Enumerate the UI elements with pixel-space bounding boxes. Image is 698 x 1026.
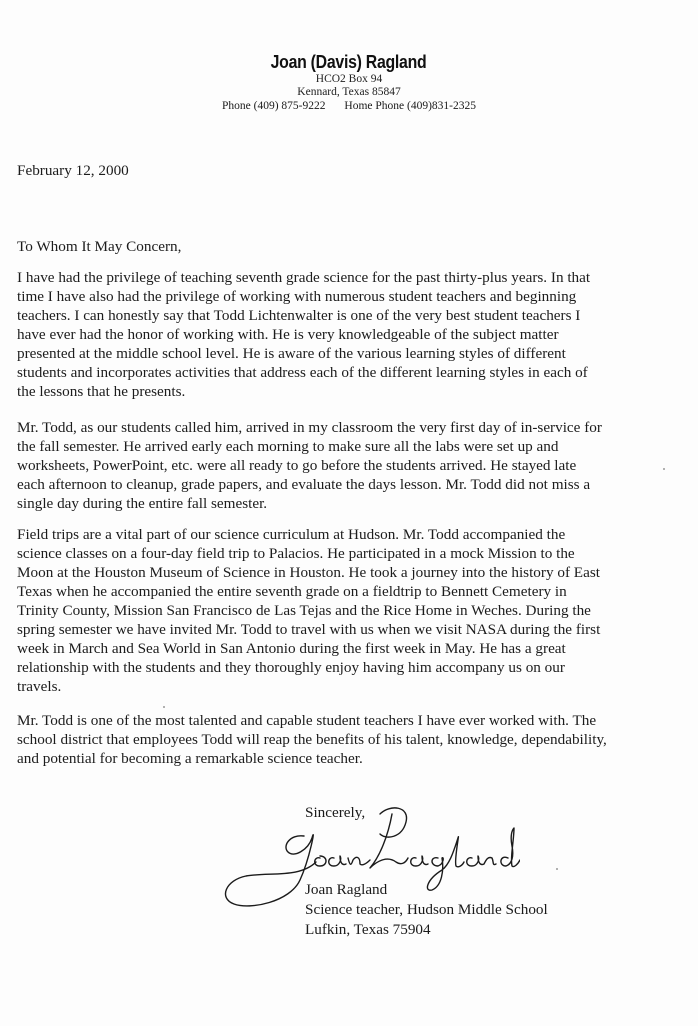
paragraph-line: single day during the entire fall semester. — [17, 495, 268, 512]
paragraph-line: the fall semester. He arrived early each morning to make sure all the labs were set up and — [17, 438, 559, 455]
paragraph-line: week in March and Sea World in San Antonio during the first week in May. He has a great — [17, 640, 566, 657]
signer-location: Lufkin, Texas 75904 — [305, 921, 431, 938]
paragraph-line: school district that employees Todd will reap the benefits of his talent, knowledge, dependability, — [17, 731, 607, 748]
paragraph-line: Field trips are a vital part of our science curriculum at Hudson. Mr. Todd accompanied the — [17, 526, 566, 543]
scan-speck — [663, 468, 665, 470]
letterhead-phone: Phone (409) 875-9222 — [222, 100, 326, 112]
paragraph-line: science classes on a four-day field trip to Palacios. He participated in a mock Mission to the — [17, 545, 575, 562]
signer-title: Science teacher, Hudson Middle School — [305, 901, 548, 918]
paragraph-line: Trinity County, Mission San Francisco de Las Tejas and the Rice Home in Weches. During the — [17, 602, 591, 619]
letterhead-phones — [0, 99, 698, 113]
letterhead — [0, 52, 698, 113]
signer-name: Joan Ragland — [305, 881, 388, 898]
paragraph-2 — [17, 418, 693, 513]
paragraph-line: teachers. I can honestly say that Todd Lichtenwalter is one of the very best student teachers I — [17, 307, 581, 324]
paragraph-line: spring semester we have invited Mr. Todd to travel with us when we visit NASA during the first — [17, 621, 601, 638]
paragraph-line: travels. — [17, 678, 62, 695]
paragraph-line: Moon at the Houston Museum of Science in Houston. He took a journey into the history of East — [17, 564, 600, 581]
letterhead-home-phone: Home Phone (409)831-2325 — [344, 100, 476, 112]
paragraph-4 — [17, 711, 693, 768]
paragraph-line: students and incorporates activities that address each of the different learning styles in each of — [17, 364, 588, 381]
paragraph-3 — [17, 525, 693, 696]
paragraph-line: each afternoon to cleanup, grade papers, and evaluate the days lesson. Mr. Todd did not miss a — [17, 476, 591, 493]
letterhead-address-line-2: Kennard, Texas 85847 — [297, 86, 401, 98]
paragraph-1 — [17, 268, 693, 401]
paragraph-line: Mr. Todd, as our students called him, arrived in my classroom the very first day of in-service for — [17, 419, 602, 436]
salutation: To Whom It May Concern, — [17, 238, 182, 255]
paragraph-line: and potential for becoming a remarkable science teacher. — [17, 750, 363, 767]
paragraph-line: have ever had the honor of working with. He is very knowledgeable of the subject matter — [17, 326, 559, 343]
paragraph-line: Mr. Todd is one of the most talented and capable student teachers I have ever worked with. The — [17, 712, 597, 729]
scan-speck — [163, 706, 165, 708]
scan-speck — [556, 868, 558, 870]
paragraph-line: worksheets, PowerPoint, etc. were all ready to go before the students arrived. He stayed late — [17, 457, 577, 474]
signature-block — [305, 880, 548, 940]
paragraph-line: presented at the middle school level. He is aware of the various learning styles of different — [17, 345, 566, 362]
closing-sincerely: Sincerely, — [305, 804, 366, 821]
letter-date: February 12, 2000 — [17, 162, 129, 179]
paragraph-line: Texas when he accompanied the entire seventh grade on a fieldtrip to Bennett Cemetery in — [17, 583, 567, 600]
paragraph-line: the lessons that he presents. — [17, 383, 186, 400]
letterhead-address-line-1: HCO2 Box 94 — [315, 73, 383, 85]
paragraph-line: I have had the privilege of teaching seventh grade science for the past thirty-plus years. In that — [17, 269, 591, 286]
paragraph-line: relationship with the students and they thoroughly enjoy having him accompany us on our — [17, 659, 565, 676]
paragraph-line: time I have also had the privilege of working with numerous student teachers and beginning — [17, 288, 577, 305]
letterhead-name: Joan (Davis) Ragland — [271, 52, 427, 72]
